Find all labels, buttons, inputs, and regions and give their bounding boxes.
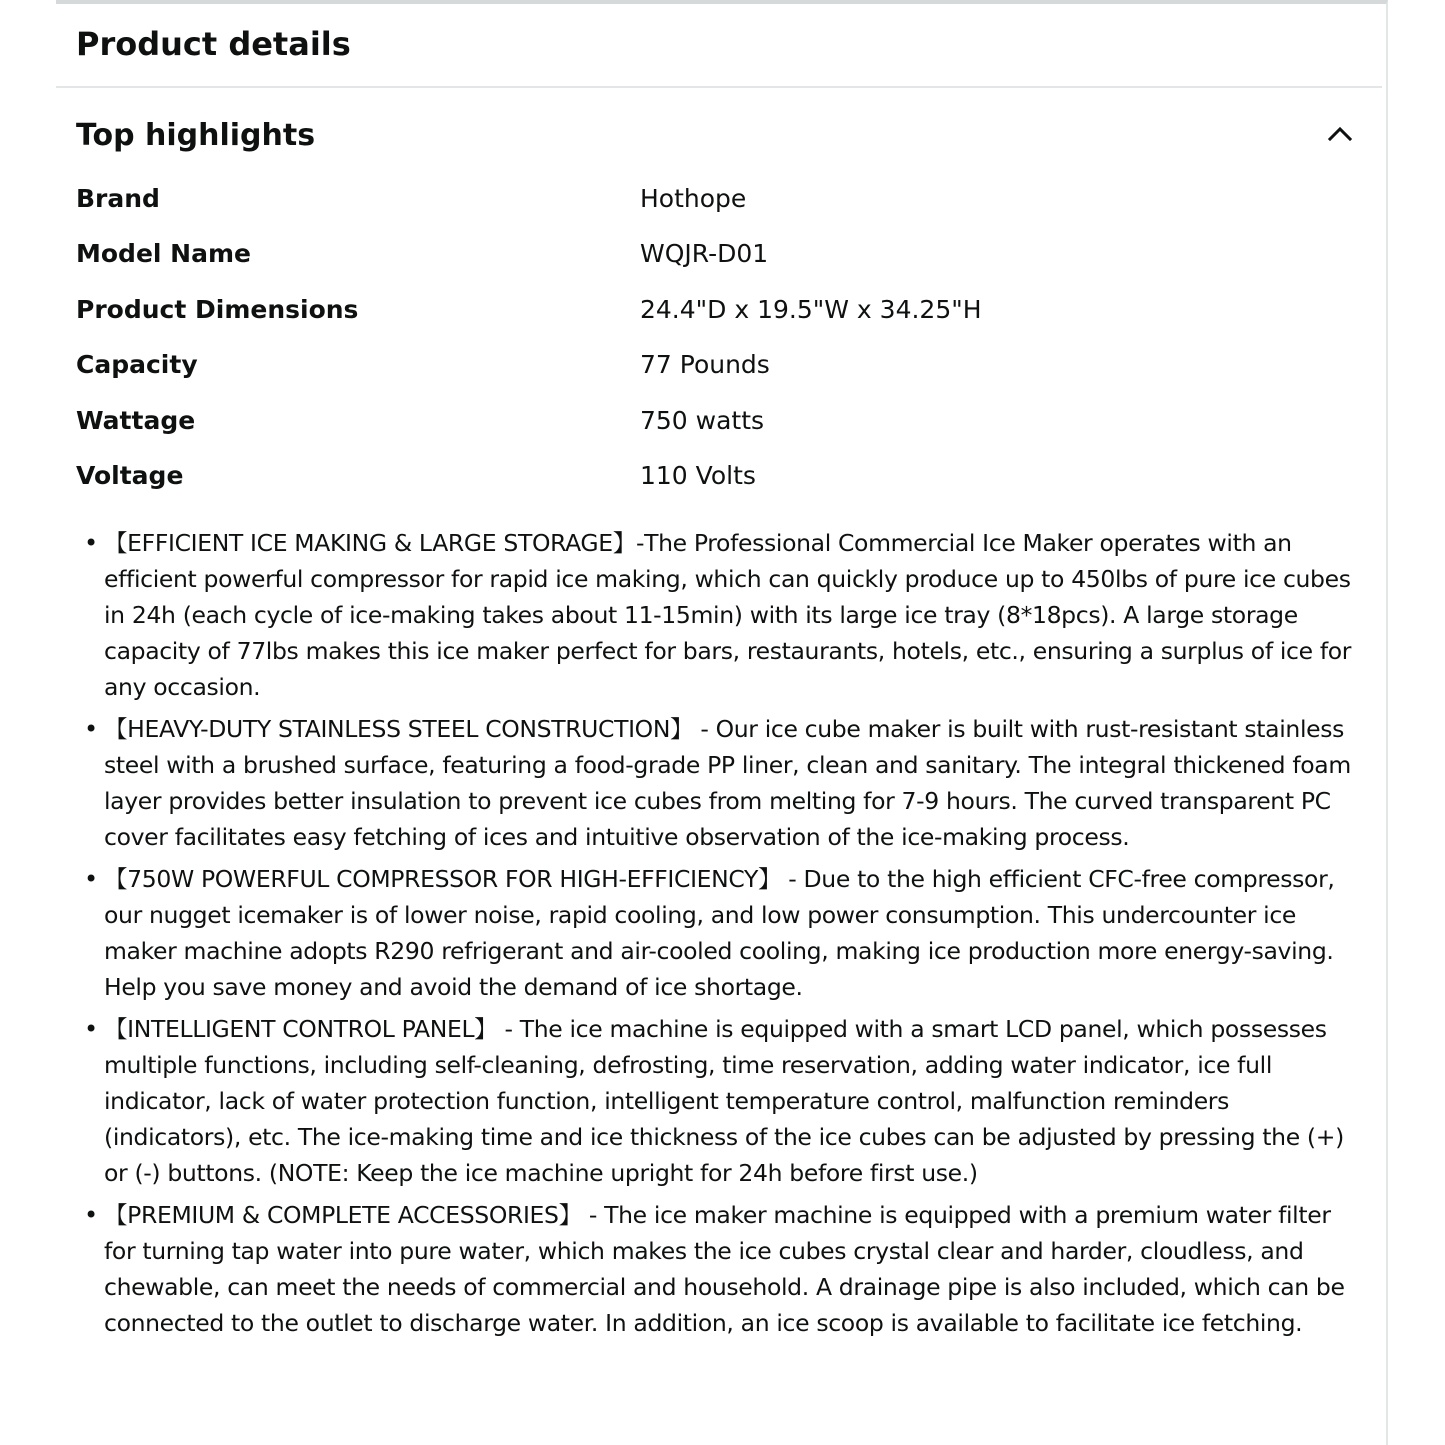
section-divider: [56, 86, 1382, 88]
spec-row-model-name: [76, 231, 1276, 286]
list-item: [84, 525, 1366, 705]
bullet-dot-icon: •: [84, 1015, 98, 1043]
chevron-up-icon[interactable]: [1322, 116, 1358, 152]
top-highlights-header[interactable]: [76, 116, 1358, 160]
spec-label: Capacity: [76, 350, 198, 380]
bullet-text: 【HEAVY-DUTY STAINLESS STEEL CONSTRUCTION】 - Our ice cube maker is built with rust-resistant stainless steel with a brushed surface, featuring a food-grade PP liner, clean and sanitary. The integral thickened foam layer provides better insulation to prevent ice cubes from melting for 7-9 hours. The curved transparent PC cover facilitates easy fetching of ices and intuitive observation of the ice-making process.: [104, 715, 1351, 851]
spec-value: Hothope: [640, 184, 747, 213]
bullet-dot-icon: •: [84, 1201, 98, 1229]
section-title: Top highlights: [76, 118, 316, 153]
spec-value: WQJR-D01: [640, 239, 769, 269]
spec-row-product-dimensions: [76, 287, 1276, 342]
page-title: Product details: [76, 25, 351, 63]
bullet-text: 【INTELLIGENT CONTROL PANEL】 - The ice machine is equipped with a smart LCD panel, which possesses multiple functions, including self-cleaning, defrosting, time reservation, adding water indicator, ice full indicator, lack of water protection function, intelligent temperature control, malfunction reminders (indicators), etc. The ice-making time and ice thickness of the ice cubes can be adjusted by pressing the (+) or (-) buttons. (NOTE: Keep the ice machine upright for 24h before first use.): [104, 1015, 1344, 1187]
feature-bullets: [84, 525, 1366, 1347]
bullet-text: 【750W POWERFUL COMPRESSOR FOR HIGH-EFFICIENCY】 - Due to the high efficient CFC-free compressor, our nugget icemaker is of lower noise, rapid cooling, and low power consumption. This undercounter ice maker machine adopts R290 refrigerant and air-cooled cooling, making ice production more energy-saving. Help you save money and avoid the demand of ice shortage.: [104, 865, 1335, 1001]
list-item: [84, 711, 1366, 855]
spec-value: 24.4"D x 19.5"W x 34.25"H: [640, 294, 982, 324]
bullet-dot-icon: •: [84, 529, 98, 557]
spec-row-wattage: [76, 398, 1276, 453]
bullet-text: 【PREMIUM & COMPLETE ACCESSORIES】 - The ice maker machine is equipped with a premium water filter for turning tap water into pure water, which makes the ice cubes crystal clear and harder, cloudless, and chewable, can meet the needs of commercial and household. A drainage pipe is also included, which can be connected to the outlet to discharge water. In addition, an ice scoop is available to facilitate ice fetching.: [104, 1201, 1345, 1337]
bullet-dot-icon: •: [84, 865, 98, 893]
spec-value: 110 Volts: [640, 460, 756, 490]
spec-row-capacity: [76, 342, 1276, 397]
spec-label: Brand: [76, 184, 160, 213]
list-item: [84, 861, 1366, 1005]
spec-row-voltage: [76, 453, 1276, 508]
list-item: [84, 1011, 1366, 1191]
bullet-dot-icon: •: [84, 715, 98, 743]
spec-label: Product Dimensions: [76, 294, 359, 324]
specs-table: [76, 176, 1276, 508]
spec-value: 750 watts: [640, 405, 765, 435]
spec-value: 77 Pounds: [640, 350, 770, 380]
bullet-text: 【EFFICIENT ICE MAKING & LARGE STORAGE】-The Professional Commercial Ice Maker operates with an efficient powerful compressor for rapid ice making, which can quickly produce up to 450lbs of pure ice cubes in 24h (each cycle of ice-making takes about 11-15min) with its large ice tray (8*18pcs). A large storage capacity of 77lbs makes this ice maker perfect for bars, restaurants, hotels, etc., ensuring a surplus of ice for any occasion.: [104, 529, 1352, 701]
spec-label: Voltage: [76, 460, 184, 490]
product-details-card: [56, 0, 1388, 1445]
list-item: [84, 1197, 1366, 1341]
spec-label: Wattage: [76, 405, 196, 435]
spec-label: Model Name: [76, 239, 251, 269]
spec-row-brand: [76, 176, 1276, 231]
